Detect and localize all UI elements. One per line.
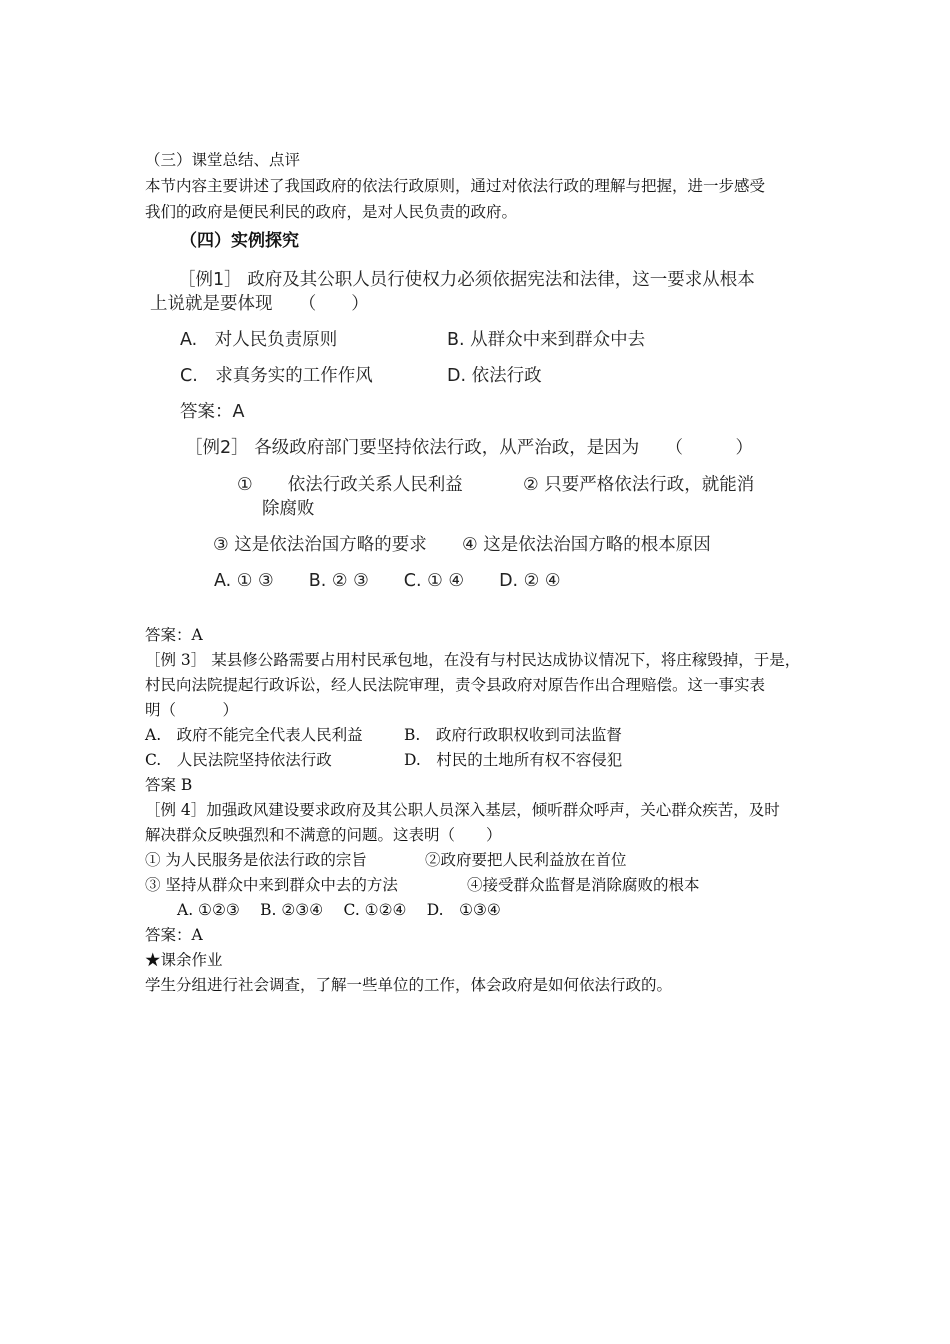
example-3-option-d: D. 村民的土地所有权不容侵犯: [404, 751, 623, 769]
example-1-option-b: B. 从群众中来到群众中去: [447, 330, 646, 350]
example-3-option-c: C. 人民法院坚持依法行政: [145, 751, 332, 769]
example-4-choices: A. ①②③ B. ②③④ C. ①②④ D. ①③④: [177, 901, 501, 919]
example-3-option-b: B. 政府行政职权收到司法监督: [404, 726, 622, 744]
summary-line-1: 本节内容主要讲述了我国政府的依法行政原则，通过对依法行政的理解与把握，进一步感受: [145, 177, 766, 195]
section-3-heading: （三）课堂总结、点评: [145, 151, 301, 169]
example-2-item-3: ③ 这是依法治国方略的要求: [213, 535, 427, 555]
example-2-item-2-continued: 除腐败: [262, 499, 315, 519]
example-1-option-a: A. 对人民负责原则: [180, 330, 338, 350]
example-2-item-2: ② 只要严格依法行政，就能消: [523, 475, 755, 495]
example-1-answer: 答案：A: [180, 402, 245, 422]
example-2-item-4: ④ 这是依法治国方略的根本原因: [462, 535, 711, 555]
example-4-question-line-1: ［例 4］加强政风建设要求政府及其公职人员深入基层，倾听群众呼声，关心群众疾苦，及时: [145, 801, 780, 819]
homework-heading: ★课余作业: [145, 951, 223, 969]
example-1-option-d: D. 依法行政: [447, 366, 542, 386]
section-4-heading: （四）实例探究: [180, 231, 299, 251]
example-3-answer: 答案 B: [145, 776, 193, 794]
example-1-question-line-2: 上说就是要体现 （ ）: [150, 294, 369, 314]
example-2-item-1: ① 依法行政关系人民利益: [237, 475, 463, 495]
homework-text: 学生分组进行社会调查，了解一些单位的工作，体会政府是如何依法行政的。: [145, 976, 673, 994]
example-3-question-line-1: ［例 3］ 某县修公路需要占用村民承包地，在没有与村民达成协议情况下，将庄稼毁掉，于是，: [145, 651, 801, 669]
example-4-question-line-2: 解决群众反映强烈和不满意的问题。这表明（ ）: [145, 826, 502, 844]
summary-line-2: 我们的政府是便民利民的政府，是对人民负责的政府。: [145, 203, 518, 221]
example-2-answer: 答案：A: [145, 626, 203, 644]
example-1-question-line-1: ［例1］ 政府及其公职人员行使权力必须依据宪法和法律，这一要求从根本: [178, 270, 755, 290]
example-4-item-1: ① 为人民服务是依法行政的宗旨: [145, 851, 367, 869]
example-3-option-a: A. 政府不能完全代表人民利益: [145, 726, 363, 744]
example-2-question: ［例2］ 各级政府部门要坚持依法行政，从严治政，是因为 （ ）: [185, 438, 753, 458]
example-4-item-2: ②政府要把人民利益放在首位: [425, 851, 627, 869]
example-1-option-c: C. 求真务实的工作作风: [180, 366, 373, 386]
example-3-question-line-3: 明（ ）: [145, 701, 239, 719]
example-3-question-line-2: 村民向法院提起行政诉讼，经人民法院审理，责令县政府对原告作出合理赔偿。这一事实表: [145, 676, 766, 694]
example-4-answer: 答案：A: [145, 926, 203, 944]
example-4-item-4: ④接受群众监督是消除腐败的根本: [467, 876, 700, 894]
example-2-choices: A. ① ③ B. ② ③ C. ① ④ D. ② ④: [214, 571, 561, 591]
example-4-item-3: ③ 坚持从群众中来到群众中去的方法: [145, 876, 398, 894]
